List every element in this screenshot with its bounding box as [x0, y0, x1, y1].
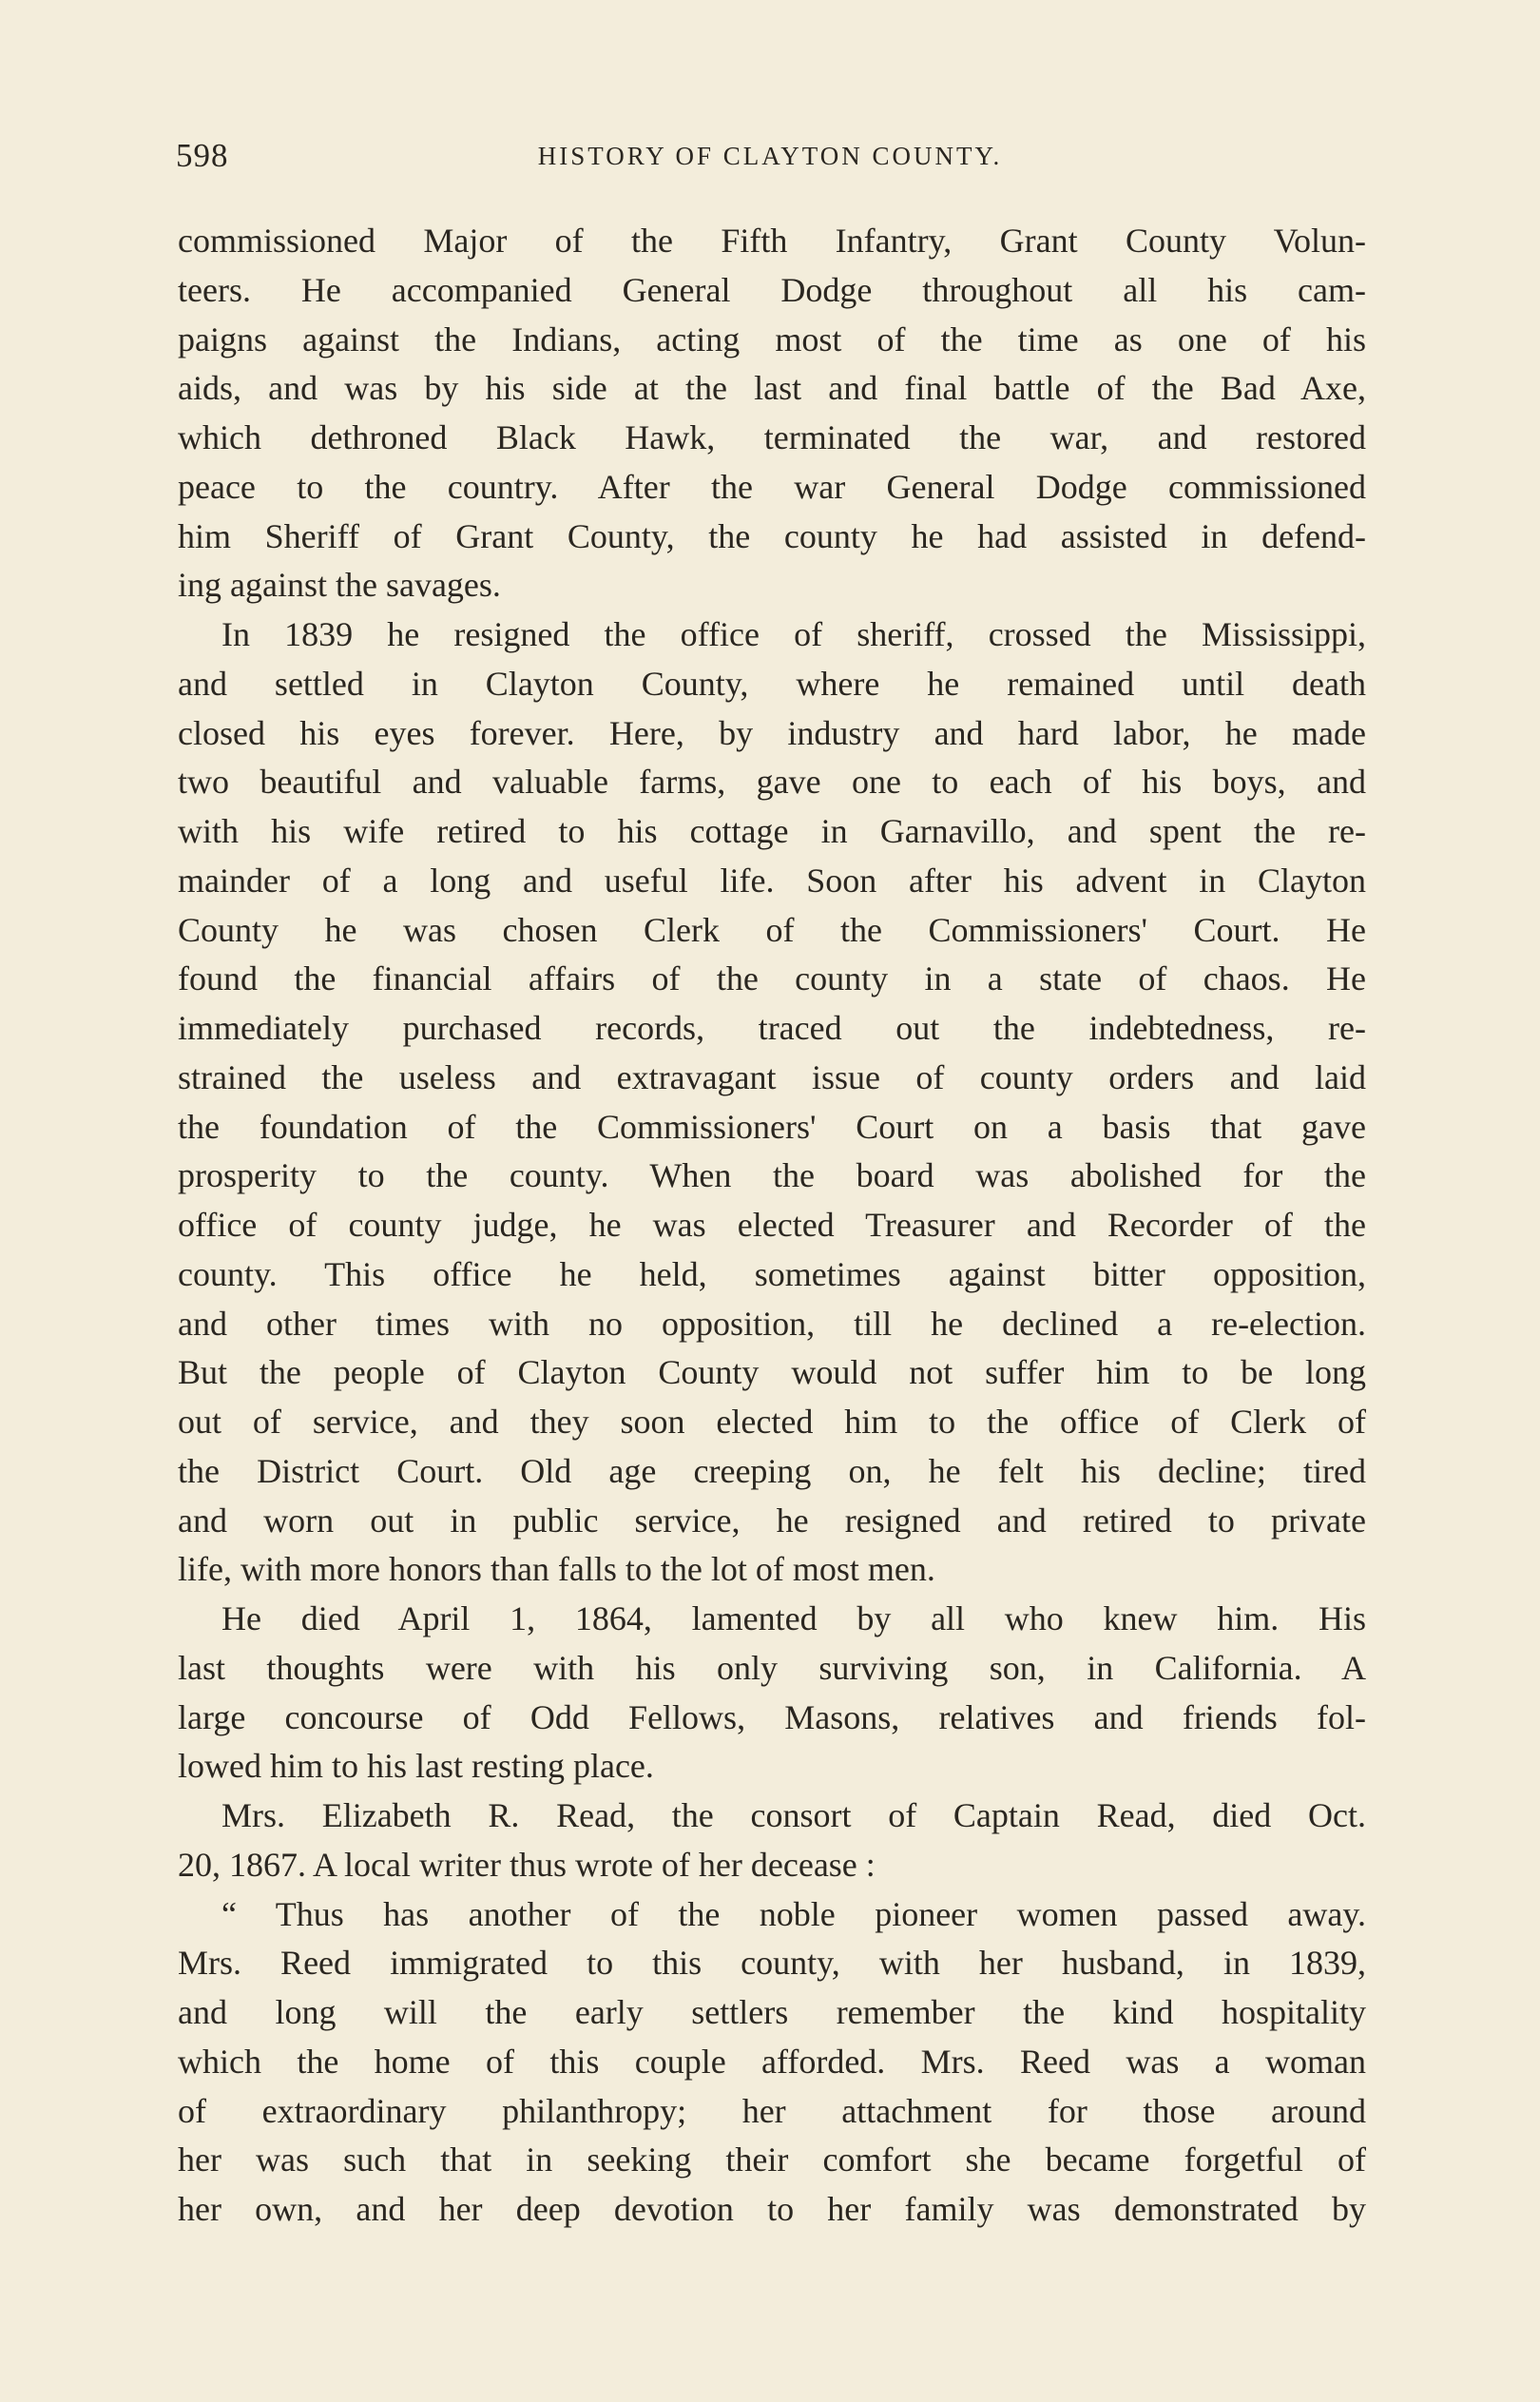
text-line: closed his eyes forever. Here, by industry and hard labor, he made [178, 713, 1366, 752]
text-line: and long will the early settlers remember the kind hospitality [178, 1993, 1366, 2031]
paragraph-start-line: In 1839 he resigned the office of sheriff, crossed the Mississippi, [221, 615, 1366, 653]
page-number: 598 [176, 137, 229, 174]
text-line: aids, and was by his side at the last and final battle of the Bad Axe, [178, 369, 1366, 408]
text-line: her was such that in seeking their comfort she became forgetful of [178, 2140, 1366, 2179]
quote-start-line: “ Thus has another of the noble pioneer women passed away. [221, 1894, 1366, 1933]
paragraph-start-line: He died April 1, 1864, lamented by all who knew him. His [221, 1599, 1366, 1637]
text-line: her own, and her deep devotion to her family was demonstrated by [178, 2190, 1366, 2228]
text-line: the District Court. Old age creeping on, he felt his decline; tired [178, 1451, 1366, 1490]
paragraph-end-line: 20, 1867. A local writer thus wrote of her decease : [178, 1845, 876, 1884]
text-line: with his wife retired to his cottage in Garnavillo, and spent the re- [178, 812, 1366, 850]
body-text [178, 217, 1366, 2235]
text-line: out of service, and they soon elected him to the office of Clerk of [178, 1403, 1366, 1441]
text-line: of extraordinary philanthropy; her attachment for those around [178, 2091, 1366, 2130]
text-line: immediately purchased records, traced out the indebtedness, re- [178, 1009, 1366, 1047]
text-line: and worn out in public service, he resigned and retired to private [178, 1501, 1366, 1540]
text-line: paigns against the Indians, acting most of the time as one of his [178, 320, 1366, 358]
running-head-title: HISTORY OF CLAYTON COUNTY. [537, 142, 1003, 170]
text-line: mainder of a long and useful life. Soon after his advent in Clayton [178, 861, 1366, 900]
text-line: two beautiful and valuable farms, gave one to each of his boys, and [178, 763, 1366, 802]
text-line: and settled in Clayton County, where he remained until death [178, 664, 1366, 703]
text-line: him Sheriff of Grant County, the county he had assisted in defend- [178, 516, 1366, 555]
text-line: which the home of this couple afforded. Mrs. Reed was a woman [178, 2042, 1366, 2081]
text-line: teers. He accompanied General Dodge throughout all his cam- [178, 270, 1366, 309]
text-line: Mrs. Reed immigrated to this county, with her husband, in 1839, [178, 1944, 1366, 1983]
text-line: county. This office he held, sometimes against bitter opposition, [178, 1254, 1366, 1293]
text-line: and other times with no opposition, till he declined a re-election. [178, 1304, 1366, 1343]
running-head [176, 135, 1364, 177]
text-line: the foundation of the Commissioners' Court on a basis that gave [178, 1107, 1366, 1146]
paragraph-end-line: lowed him to his last resting place. [178, 1747, 654, 1786]
paragraph-start-line: Mrs. Elizabeth R. Read, the consort of Captain Read, died Oct. [221, 1796, 1366, 1834]
text-line: which dethroned Black Hawk, terminated the war, and restored [178, 418, 1366, 456]
text-line: commissioned Major of the Fifth Infantry, Grant County Volun- [178, 222, 1366, 260]
text-line: office of county judge, he was elected Treasurer and Recorder of the [178, 1206, 1366, 1244]
text-line: But the people of Clayton County would not suffer him to be long [178, 1353, 1366, 1392]
text-line: prosperity to the county. When the board was abolished for the [178, 1156, 1366, 1195]
text-line: County he was chosen Clerk of the Commissioners' Court. He [178, 910, 1366, 949]
text-line: found the financial affairs of the county in a state of chaos. He [178, 959, 1366, 998]
text-line: strained the useless and extravagant issue of county orders and laid [178, 1057, 1366, 1096]
text-line: peace to the country. After the war General Dodge commissioned [178, 467, 1366, 506]
text-line: last thoughts were with his only surviving son, in California. A [178, 1648, 1366, 1687]
paragraph-end-line: ing against the savages. [178, 566, 501, 605]
text-line: large concourse of Odd Fellows, Masons, relatives and friends fol- [178, 1697, 1366, 1736]
paragraph-end-line: life, with more honors than falls to the lot of most men. [178, 1550, 935, 1589]
